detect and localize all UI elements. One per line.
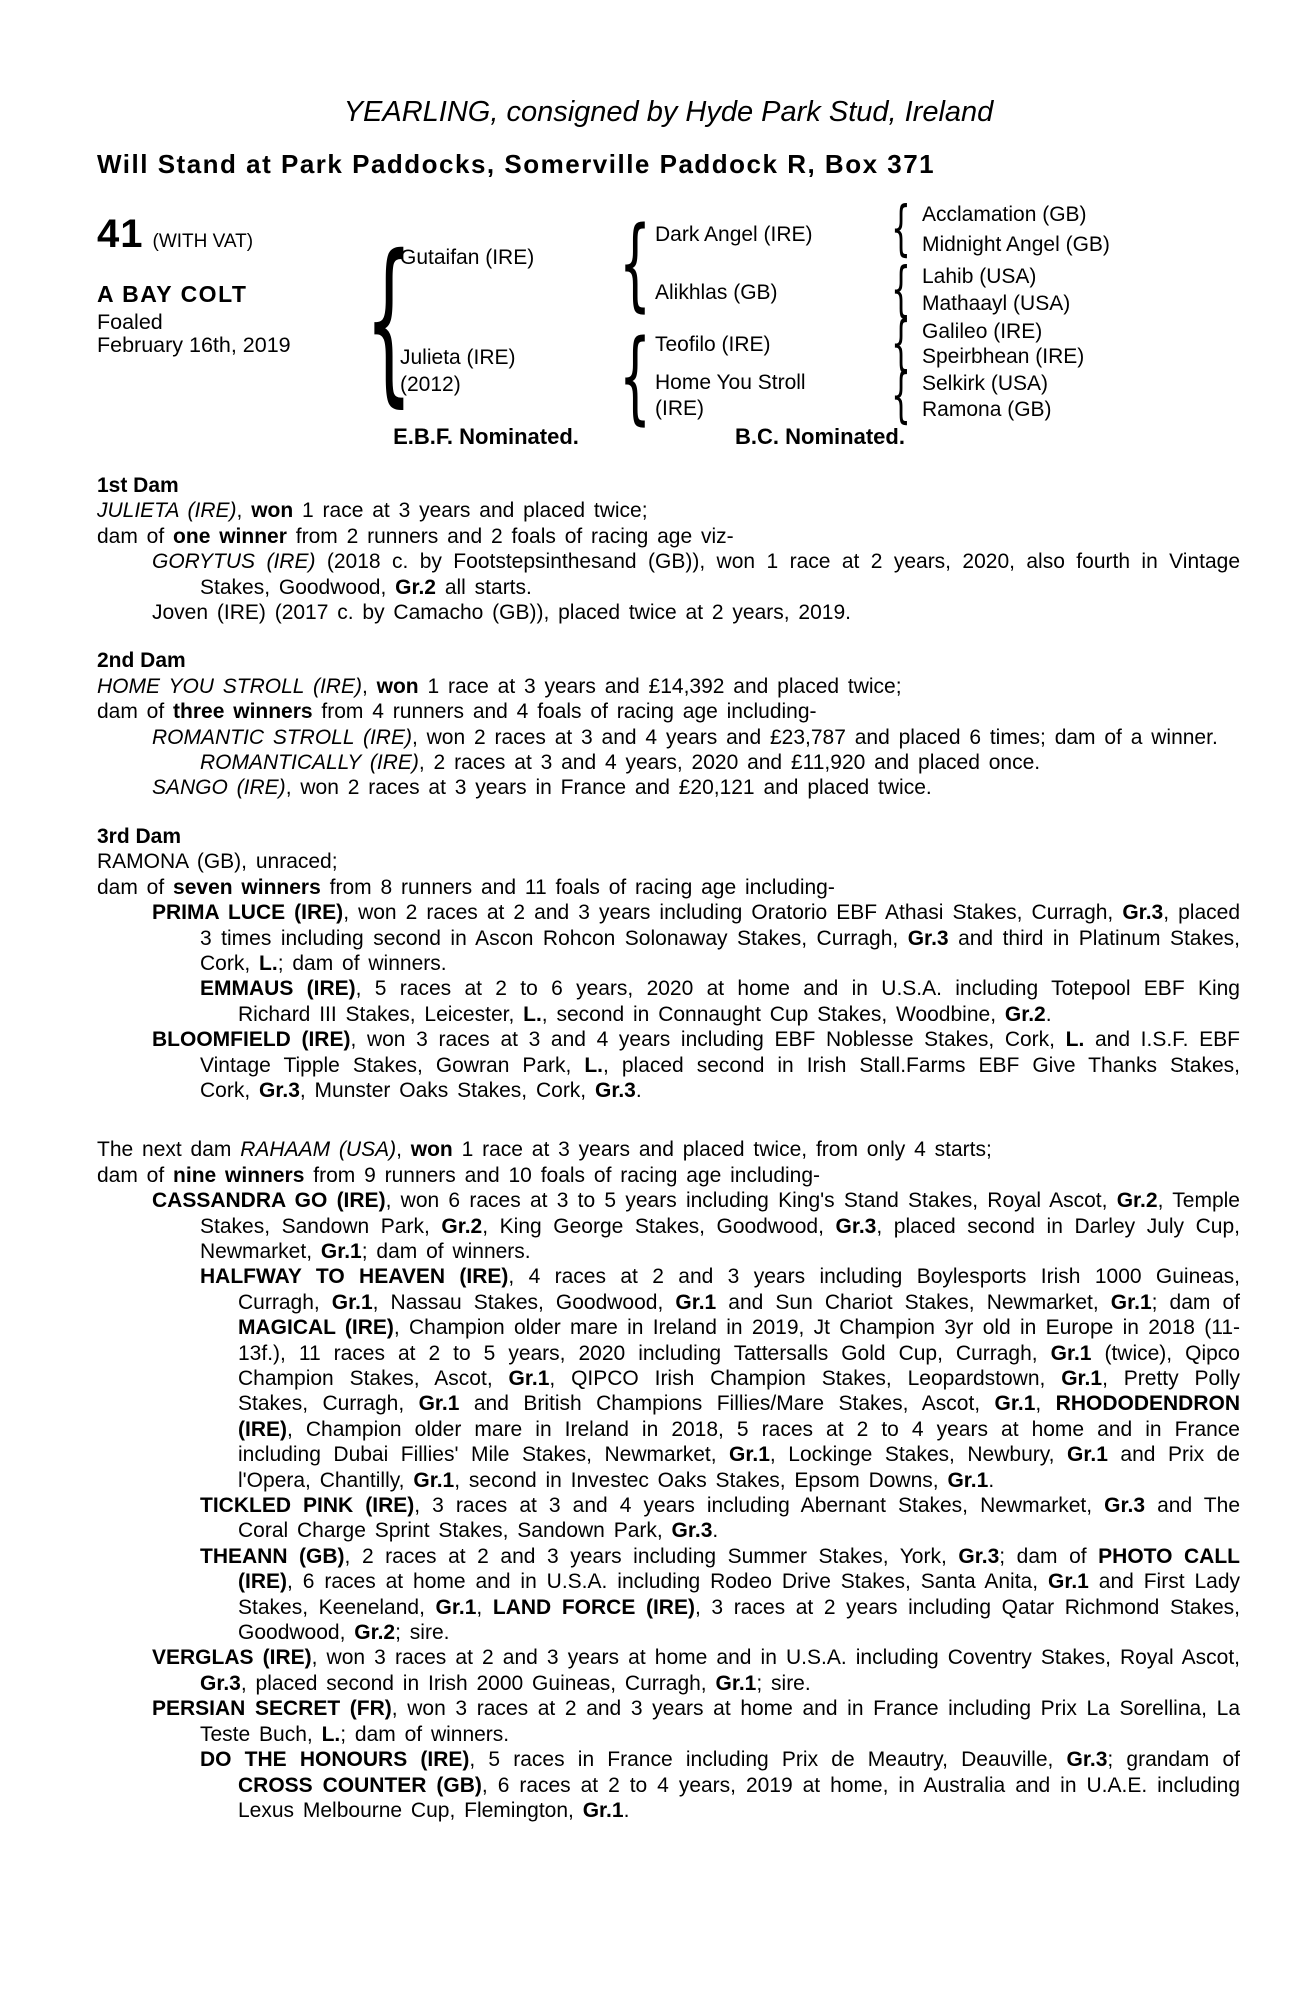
lot-number: 41 (97, 212, 144, 256)
dam-section-heading: 3rd Dam (97, 824, 182, 848)
catalogue-paragraph: GORYTUS (IRE) (2018 c. by Footstepsinthesand (GB)), won 1 race at 2 years, 2020, also fourth in Vintage Stakes, Goodwood, Gr.2 all starts. (152, 550, 1241, 599)
lot-description: A BAY COLT (97, 281, 248, 307)
sire-sire-name: Dark Angel (IRE) (655, 223, 813, 246)
dam-section-4 (97, 1137, 1240, 1823)
catalogue-paragraph: ROMANTICALLY (IRE), 2 races at 3 and 4 years, 2020 and £11,920 and placed once. (200, 751, 1041, 775)
catalogue-paragraph: EMMAUS (IRE), 5 races at 2 to 6 years, 2020 at home and in U.S.A. including Totepool EBF King Richard III Stakes, Leicester, L., second in Connaught Cup Stakes, Woodbine, Gr.2. (200, 977, 1240, 1026)
catalogue-paragraph: TICKLED PINK (IRE), 3 races at 3 and 4 years including Abernant Stakes, Newmarket, Gr.3 and The Coral Charge Sprint Stakes, Sandown Park, Gr.3. (200, 1494, 1240, 1543)
catalogue-paragraph: dam of three winners from 4 runners and 4 foals of racing age including- (97, 700, 817, 724)
dam-section-heading: 1st Dam (97, 474, 179, 497)
great-grandparent-name: Acclamation (GB) (922, 203, 1087, 226)
catalogue-paragraph: dam of nine winners from 9 runners and 10 foals of racing age including- (97, 1163, 821, 1187)
stand-location-line: Will Stand at Park Paddocks, Somerville Paddock R, Box 371 (97, 149, 936, 179)
catalogue-paragraph: RAMONA (GB), unraced; (97, 850, 338, 874)
bc-nominated-note: B.C. Nominated. (735, 424, 905, 449)
catalogue-paragraph: dam of seven winners from 8 runners and 11 foals of racing age including- (97, 875, 835, 899)
catalogue-paragraph: VERGLAS (IRE), won 3 races at 2 and 3 years at home and in U.S.A. including Coventry Stakes, Royal Ascot, Gr.3, placed second in Irish 2000 Guineas, Curragh, Gr.1; sire. (152, 1646, 1240, 1695)
great-grandparent-name: Selkirk (USA) (922, 372, 1049, 395)
great-grandparent-name: Galileo (IRE) (922, 320, 1043, 343)
catalogue-paragraph: dam of one winner from 2 runners and 2 foals of racing age viz- (97, 524, 734, 548)
catalogue-paragraph: BLOOMFIELD (IRE), won 3 races at 3 and 4 years including EBF Noblesse Stakes, Cork, L. and I.S.F. EBF Vintage Tipple Stakes, Gowran Park, L., placed second in Irish Stall.Farms EBF Give Thanks Stakes, Cork, Gr.3, Munster Oaks Stakes, Cork, Gr.3. (152, 1028, 1240, 1102)
pedigree-table (97, 190, 1240, 460)
catalogue-paragraph: HOME YOU STROLL (IRE), won 1 race at 3 years and £14,392 and placed twice; (97, 674, 902, 698)
pedigree-text-sections (97, 473, 1240, 1823)
dam-section-1 (97, 473, 1240, 625)
foaled-label: Foaled (97, 310, 163, 334)
catalogue-paragraph: PERSIAN SECRET (FR), won 3 races at 2 and 3 years at home and in France including Prix La Sorellina, La Teste Buch, L.; dam of winners. (152, 1697, 1241, 1746)
catalogue-paragraph: HALFWAY TO HEAVEN (IRE), 4 races at 2 and 3 years including Boylesports Irish 1000 Guineas, Curragh, Gr.1, Nassau Stakes, Goodwood, Gr.1 and Sun Chariot Stakes, Newmarket, Gr.1; dam of MAGICAL (IRE), Champion older mare in Ireland in 2019, Jt Champion 3yr old in Europe in 2018 (11-13f.), 11 races at 2 to 5 years, 2020 including Tattersalls Gold Cup, Curragh, Gr.1 (twice), Qipco Champion Stakes, Ascot, Gr.1, QIPCO Irish Champion Stakes, Leopardstown, Gr.1, Pretty Polly Stakes, Curragh, Gr.1 and British Champions Fillies/Mare Stakes, Ascot, Gr.1, RHODODENDRON (IRE), Champion older mare in Ireland in 2018, 5 races at 2 to 4 years at home and in France including Dubai Fillies' Mile Stakes, Newmarket, Gr.1, Lockinge Stakes, Newbury, Gr.1 and Prix de l'Opera, Chantilly, Gr.1, second in Investec Oaks Stakes, Epsom Downs, Gr.1. (200, 1265, 1241, 1492)
dam-section-heading: 2nd Dam (97, 649, 186, 673)
sire-name: Gutaifan (IRE) (400, 246, 535, 269)
great-grandparent-name: Ramona (GB) (922, 398, 1052, 421)
great-grandparent-name: Speirbhean (IRE) (922, 345, 1085, 368)
dam-dam-suffix: (IRE) (655, 397, 704, 420)
catalogue-paragraph: DO THE HONOURS (IRE), 5 races in France including Prix de Meautry, Deauville, Gr.3; grandam of CROSS COUNTER (GB), 6 races at 2 to 4 years, 2019 at home, in Australia and in U.A.E. including Lexus Melbourne Cup, Flemington, Gr.1. (200, 1748, 1240, 1822)
vat-note: (WITH VAT) (152, 231, 254, 252)
catalogue-paragraph: SANGO (IRE), won 2 races at 3 years in France and £20,121 and placed twice. (152, 776, 932, 800)
pedigree-brace-sire-parents (619, 213, 651, 314)
catalogue-paragraph: The next dam RAHAAM (USA), won 1 race at 3 years and placed twice, from only 4 starts; (97, 1138, 992, 1162)
catalogue-paragraph: THEANN (GB), 2 races at 2 and 3 years including Summer Stakes, York, Gr.3; dam of PHOTO CALL (IRE), 6 races at home and in U.S.A. including Rodeo Drive Stakes, Santa Anita, Gr.1 and First Lady Stakes, Keeneland, Gr.1, LAND FORCE (IRE), 3 races at 2 years including Qatar Richmond Stakes, Goodwood, Gr.2; sire. (200, 1544, 1240, 1645)
ebf-nominated-note: E.B.F. Nominated. (393, 424, 579, 449)
dam-year: (2012) (400, 373, 461, 396)
pedigree-brace-dam-parents (619, 326, 651, 427)
great-grandparent-name: Midnight Angel (GB) (922, 233, 1110, 256)
catalogue-paragraph: CASSANDRA GO (IRE), won 6 races at 3 to 5 years including King's Stand Stakes, Royal Ascot, Gr.2, Temple Stakes, Sandown Park, Gr.2, King George Stakes, Goodwood, Gr.3, placed second in Darley July Cup, Newmarket, Gr.1; dam of winners. (152, 1189, 1240, 1263)
lot-header (97, 210, 253, 258)
catalogue-paragraph: JULIETA (IRE), won 1 race at 3 years and placed twice; (97, 499, 648, 523)
sire-dam-name: Alikhlas (GB) (655, 281, 778, 304)
great-grandparent-name: Lahib (USA) (922, 265, 1037, 288)
consignor-line: YEARLING, consigned by Hyde Park Stud, Ireland (343, 96, 994, 128)
pedigree-brace-gg-pair4 (891, 366, 911, 426)
catalogue-paragraph: ROMANTIC STROLL (IRE), won 2 races at 3 and 4 years and £23,787 and placed 6 times; dam of a winner. (152, 725, 1218, 749)
foaled-date: February 16th, 2019 (97, 333, 291, 357)
dam-dam-name: Home You Stroll (655, 371, 806, 394)
dam-section-2 (97, 648, 1240, 800)
pedigree-brace-gg-pair1 (891, 199, 911, 259)
catalogue-paragraph: Joven (IRE) (2017 c. by Camacho (GB)), placed twice at 2 years, 2019. (152, 601, 851, 625)
dam-section-3 (97, 824, 1240, 1103)
catalogue-paragraph: PRIMA LUCE (IRE), won 2 races at 2 and 3 years including Oratorio EBF Athasi Stakes, Curragh, Gr.3, placed 3 times including second in Ascon Rohcon Solonaway Stakes, Curragh, Gr.3 and third in Platinum Stakes, Cork, L.; dam of winners. (152, 901, 1240, 975)
dam-sire-name: Teofilo (IRE) (655, 333, 771, 356)
dam-name: Julieta (IRE) (400, 346, 516, 369)
great-grandparent-name: Mathaayl (USA) (922, 292, 1071, 315)
